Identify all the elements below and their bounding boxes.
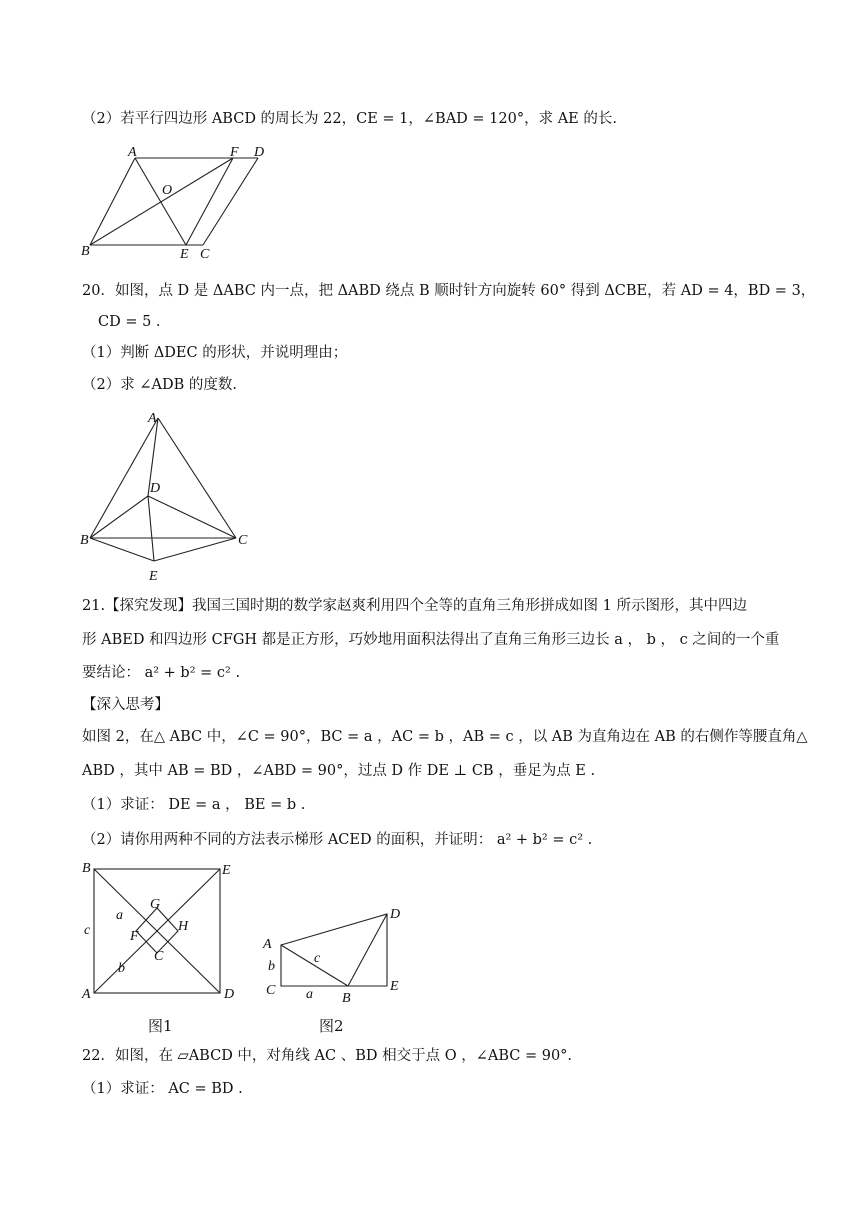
q21-line3: 要结论： a² + b² = c² . [82,665,241,681]
label-A: A [148,411,157,426]
q21-part1: （1）求证： DE = a ， BE = b . [82,797,306,813]
q21-line5: ABD ，其中 AB = BD ，∠ABD = 90°，过点 D 作 DE ⊥ CB ，垂足为点 E . [82,763,596,779]
label-G: G [150,897,161,912]
label-c: c [84,923,91,938]
label-D: D [254,145,265,160]
label-b: b [118,961,125,976]
q21-heading: 【深入思考】 [82,697,169,713]
label-E: E [149,569,158,584]
q21-part2: （2）请你用两种不同的方法表示梯形 ACED 的面积，并证明： a² + b² = c² . [82,832,593,848]
label-C: C [238,533,248,548]
q21-figure2 [258,898,418,1010]
label-C: C [266,983,276,998]
label-D: D [390,907,401,922]
q20-stem-line2: CD = 5 . [98,314,161,330]
label-B: B [81,244,90,259]
label-H: H [178,919,189,934]
q20-triangle-figure [78,404,268,586]
q21-figure1 [78,858,248,1008]
figure1-caption: 图1 [148,1017,173,1035]
label-F: F [130,929,139,944]
q20-part1: （1）判断 ΔDEC 的形状，并说明理由； [82,345,348,361]
label-E: E [390,979,399,994]
q19-part2: （2）若平行四边形 ABCD 的周长为 22，CE = 1，∠BAD = 120°，求 AE 的长. [82,111,617,127]
label-c: c [314,951,321,966]
label-E: E [222,863,231,878]
label-a: a [116,908,123,923]
q22-part1: （1）求证： AC = BD . [82,1081,243,1097]
label-C: C [154,949,164,964]
label-C: C [200,247,210,262]
q20-part2: （2）求 ∠ADB 的度数. [82,377,237,393]
figure2-caption: 图2 [319,1017,344,1035]
label-D: D [150,481,161,496]
label-E: E [180,247,189,262]
label-F: F [230,145,239,160]
label-B: B [80,533,89,548]
label-B: B [82,861,91,876]
label-b: b [268,959,275,974]
q22-stem: 22．如图，在 ▱ABCD 中，对角线 AC 、BD 相交于点 O ，∠ABC = 90°. [82,1048,573,1064]
label-a: a [306,987,313,1002]
q21-line2: 形 ABED 和四边形 CFGH 都是正方形，巧妙地用面积法得出了直角三角形三边长 a ， b ， c 之间的一个重 [82,632,780,648]
label-A: A [263,937,272,952]
label-O: O [162,183,173,198]
label-D: D [224,987,235,1002]
label-A: A [128,145,137,160]
q19-parallelogram-figure [78,142,278,262]
q21-line1: 21.【探究发现】我国三国时期的数学家赵爽利用四个全等的直角三角形拼成如图 1 所示图形，其中四边 [82,598,747,614]
label-A: A [82,987,91,1002]
label-B: B [342,991,351,1006]
q21-line4: 如图 2，在△ ABC 中，∠C = 90°，BC = a ，AC = b ，AB = c ，以 AB 为直角边在 AB 的右侧作等腰直角△ [82,729,808,745]
q20-stem-line1: 20．如图，点 D 是 ΔABC 内一点，把 ΔABD 绕点 B 顺时针方向旋转 60° 得到 ΔCBE，若 AD = 4，BD = 3， [82,283,816,299]
